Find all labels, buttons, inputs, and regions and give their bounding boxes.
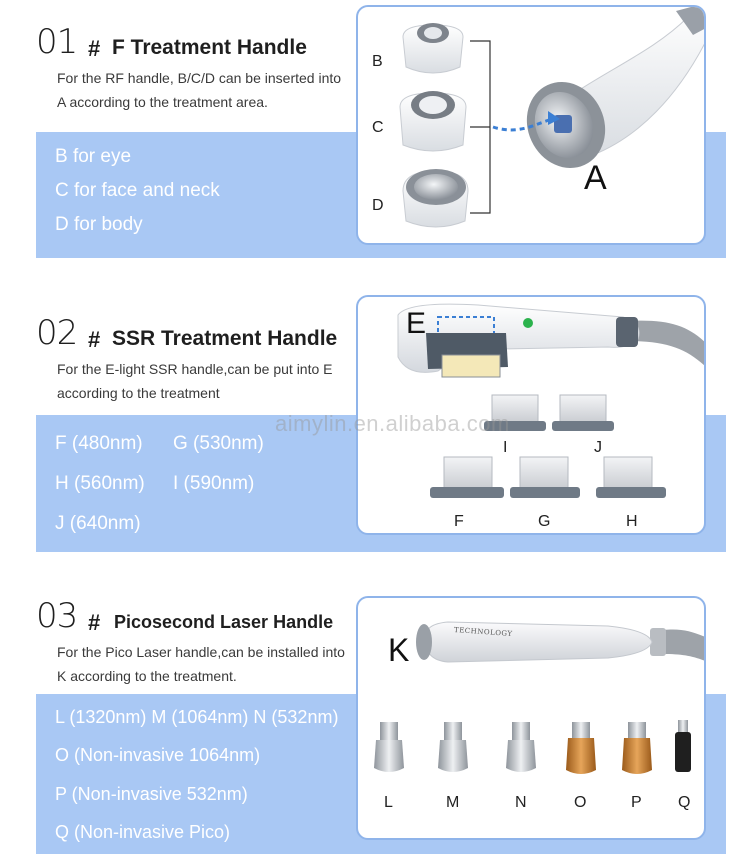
section-title: SSR Treatment Handle (112, 327, 338, 350)
hash-symbol: # (88, 610, 101, 635)
label-q: Q (678, 794, 691, 811)
feature-item: G (530nm) (173, 433, 264, 454)
tip-m (438, 722, 468, 772)
feature-item: F (480nm) (55, 433, 143, 454)
section-rf-handle (0, 0, 748, 280)
watermark: aimylin.en.alibaba.com (275, 411, 510, 436)
feature-item: D for body (55, 214, 143, 235)
section-description: For the E-light SSR handle,can be put into E according to the treatment (57, 361, 333, 401)
label-m: M (446, 794, 460, 811)
label-a: A (584, 159, 607, 197)
label-j: J (594, 439, 602, 456)
handle-brand-text: TECHNOLOGY (453, 625, 513, 639)
section-description: For the Pico Laser handle,can be installed into K according to the treatment. (57, 644, 345, 684)
section-number: 03 (36, 596, 78, 636)
label-c: C (372, 119, 384, 136)
feature-item: P (Non-invasive 532nm) (55, 784, 248, 804)
label-g: G (538, 513, 551, 530)
feature-item: J (640nm) (55, 513, 141, 534)
label-d: D (372, 197, 384, 214)
section-number: 01 (36, 22, 78, 62)
feature-item: Q (Non-invasive Pico) (55, 822, 231, 842)
product-panel (356, 5, 706, 245)
label-l: L (384, 794, 393, 811)
feature-item: L (1320nm) M (1064nm) N (532nm) (55, 707, 339, 727)
product-panel (356, 596, 706, 840)
label-k: K (388, 632, 410, 668)
section-title: Picosecond Laser Handle (114, 612, 334, 632)
section-pico-handle (0, 590, 748, 854)
tip-p (622, 722, 652, 774)
label-n: N (515, 794, 527, 811)
section-description: For the RF handle, B/C/D can be inserted into A according to the treatment area. (57, 70, 342, 110)
rf-handle-illustration (358, 7, 706, 245)
label-e: E (406, 307, 427, 340)
label-p: P (631, 794, 642, 811)
section-number: 02 (36, 313, 78, 353)
tip-q (675, 720, 691, 772)
label-f: F (454, 513, 464, 530)
pico-handle-illustration (358, 598, 706, 840)
hash-symbol: # (88, 327, 101, 352)
section-title: F Treatment Handle (112, 36, 307, 59)
label-o: O (574, 794, 587, 811)
label-h: H (626, 513, 638, 530)
feature-item: C for face and neck (55, 180, 220, 201)
label-b: B (372, 53, 383, 70)
label-i: I (503, 439, 508, 456)
tip-o (566, 722, 596, 774)
feature-item: O (Non-invasive 1064nm) (55, 745, 261, 765)
hash-symbol: # (88, 36, 101, 61)
feature-item: I (590nm) (173, 473, 255, 494)
feature-item: B for eye (55, 146, 132, 167)
feature-item: H (560nm) (55, 473, 145, 494)
tip-l (374, 722, 404, 772)
tip-n (506, 722, 536, 772)
